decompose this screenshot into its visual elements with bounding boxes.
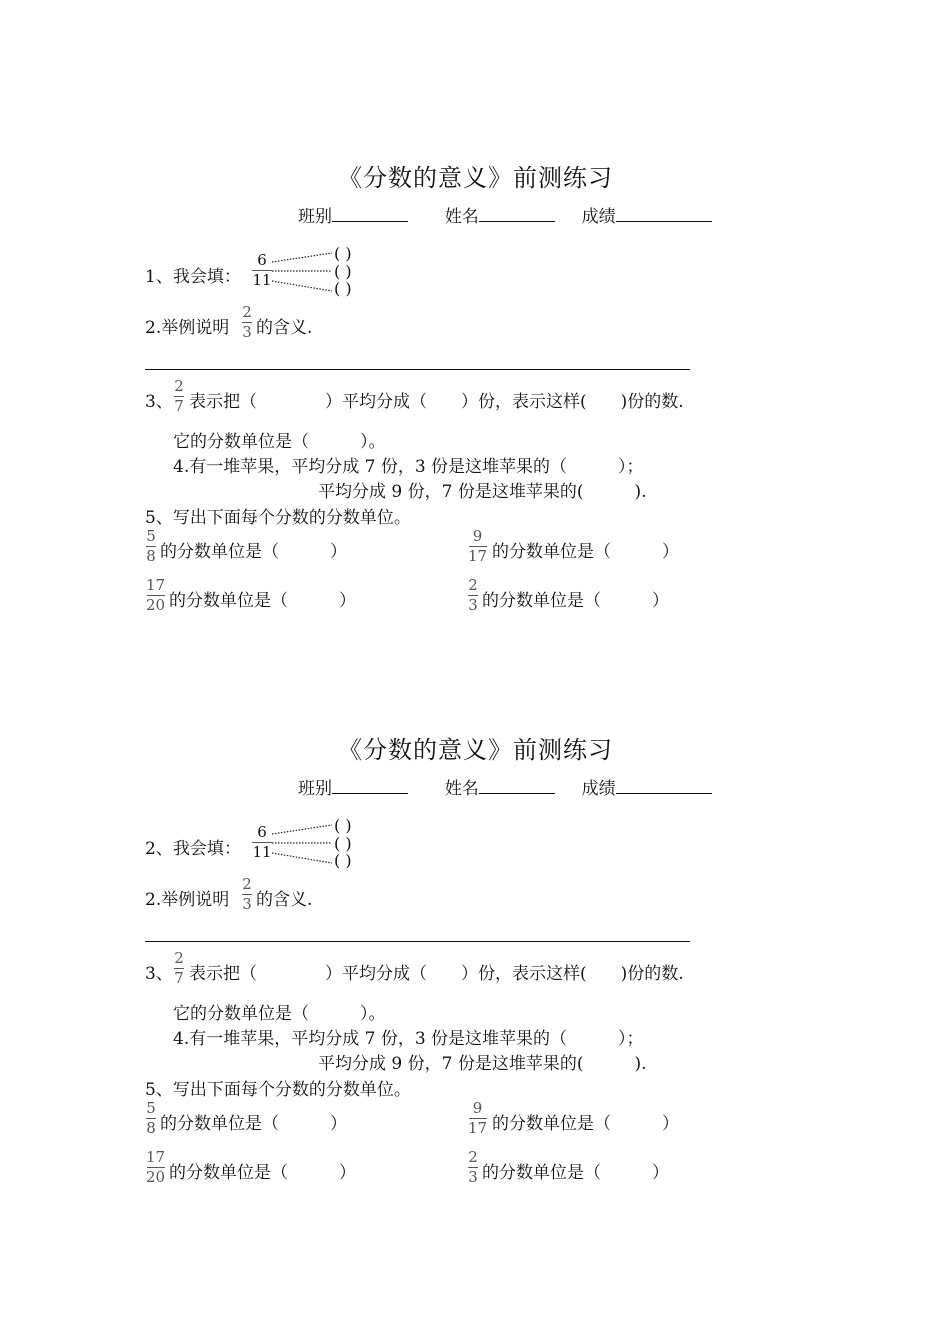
fraction-numerator: 9 [472, 1099, 483, 1117]
score-blank[interactable] [616, 777, 712, 794]
q4-line1: 4.有一堆苹果，平均分成 7 份，3 份是这堆苹果的（ ）； [173, 1029, 644, 1049]
q3-fraction [174, 378, 184, 415]
q3-line2: 它的分数单位是（ ）。 [173, 432, 386, 452]
worksheet-title: 《分数的意义》前测练习 [338, 736, 613, 764]
q5-item-1-text: 的分数单位是（ ） [160, 1114, 347, 1134]
fraction-denominator: 7 [174, 969, 184, 987]
q4-line2: 平均分成 9 份，7 份是这堆苹果的( ). [318, 482, 647, 502]
q5-item-3-text: 的分数单位是（ ） [169, 591, 356, 611]
class-label: 班别 [298, 779, 332, 799]
q2-prefix: 2.举例说明 [145, 890, 230, 910]
q1-dotted-branches [272, 820, 342, 870]
q3-text: 表示把（ ）平均分成（ ）份，表示这样( )份的数. [189, 964, 684, 984]
worksheet-title: 《分数的意义》前测练习 [338, 164, 613, 192]
q1-branch-answer-1[interactable]: ( ) [334, 244, 352, 263]
fraction-numerator: 5 [146, 1099, 156, 1117]
fraction-denominator: 3 [468, 1168, 478, 1186]
q3-label: 3、 [145, 964, 173, 984]
fraction-denominator: 20 [146, 596, 166, 614]
q1-branch-answer-2[interactable]: ( ) [334, 262, 352, 281]
fraction-denominator: 3 [242, 323, 252, 341]
fraction-numerator: 2 [468, 576, 478, 594]
fraction-numerator: 6 [257, 251, 267, 269]
q2-fraction [242, 304, 252, 341]
q2-suffix: 的含义. [256, 318, 313, 338]
class-blank[interactable] [332, 777, 408, 794]
q1-branch-answer-3[interactable]: ( ) [334, 851, 352, 870]
worksheet-1 [0, 0, 950, 614]
score-blank[interactable] [616, 205, 712, 222]
name-label: 姓名 [444, 779, 479, 799]
q5-item-1-fraction [146, 528, 156, 565]
q5-item-1-text: 的分数单位是（ ） [160, 542, 347, 562]
fraction-numerator: 17 [146, 576, 166, 594]
fraction-denominator: 8 [146, 547, 156, 565]
fraction-denominator: 3 [242, 895, 252, 913]
fraction-denominator: 7 [174, 397, 184, 415]
q3-fraction [174, 950, 184, 987]
fraction-numerator: 2 [242, 303, 252, 321]
q1-dotted-branches [272, 248, 342, 298]
q1-label: 2、我会填： [145, 839, 241, 859]
q1-branch-answer-3[interactable]: ( ) [334, 279, 352, 298]
fraction-numerator: 2 [174, 949, 184, 967]
q5-item-2-fraction [468, 528, 487, 565]
score-label: 成绩 [581, 207, 616, 227]
q3-line2: 它的分数单位是（ ）。 [173, 1004, 386, 1024]
q5-item-4-text: 的分数单位是（ ） [482, 1163, 669, 1183]
class-label: 班别 [298, 207, 332, 227]
q5-title: 5、写出下面每个分数的分数单位。 [145, 508, 411, 528]
q4-line1: 4.有一堆苹果，平均分成 7 份，3 份是这堆苹果的（ ）； [173, 457, 644, 477]
fraction-denominator: 20 [146, 1168, 166, 1186]
fraction-denominator: 11 [252, 271, 272, 289]
q5-item-2-text: 的分数单位是（ ） [492, 542, 679, 562]
fraction-numerator: 17 [146, 1148, 166, 1166]
fraction-denominator: 17 [468, 1119, 488, 1137]
q5-item-1-fraction [146, 1100, 156, 1137]
q5-item-4-text: 的分数单位是（ ） [482, 591, 669, 611]
q5-item-3-fraction [146, 1149, 165, 1186]
score-label: 成绩 [581, 779, 616, 799]
q1-fraction [252, 824, 272, 861]
q5-title: 5、写出下面每个分数的分数单位。 [145, 1080, 411, 1100]
q1-branch-answer-2[interactable]: ( ) [334, 834, 352, 853]
q2-prefix: 2.举例说明 [145, 318, 230, 338]
q5-item-2-fraction [468, 1100, 487, 1137]
q3-text: 表示把（ ）平均分成（ ）份，表示这样( )份的数. [189, 392, 684, 412]
q1-branch-answer-1[interactable]: ( ) [334, 816, 352, 835]
fraction-numerator: 6 [257, 823, 267, 841]
q5-item-2-text: 的分数单位是（ ） [492, 1114, 679, 1134]
fraction-numerator: 2 [242, 875, 252, 893]
header-row [298, 202, 712, 227]
q2-answer-line[interactable] [145, 941, 690, 942]
fraction-numerator: 5 [146, 527, 156, 545]
q5-item-3-text: 的分数单位是（ ） [169, 1163, 356, 1183]
fraction-numerator: 2 [174, 377, 184, 395]
q2-answer-line[interactable] [145, 369, 690, 370]
class-blank[interactable] [332, 205, 408, 222]
q3-label: 3、 [145, 392, 173, 412]
q1-label: 1、我会填： [145, 267, 241, 287]
header-row [298, 774, 712, 799]
fraction-denominator: 8 [146, 1119, 156, 1137]
fraction-denominator: 3 [468, 596, 478, 614]
q2-fraction [242, 876, 252, 913]
name-blank[interactable] [479, 777, 555, 794]
name-blank[interactable] [479, 205, 555, 222]
name-label: 姓名 [444, 207, 479, 227]
q1-fraction [252, 252, 272, 289]
fraction-numerator: 2 [468, 1148, 478, 1166]
worksheet-2 [0, 572, 950, 1186]
q4-line2: 平均分成 9 份，7 份是这堆苹果的( ). [318, 1054, 647, 1074]
fraction-denominator: 11 [252, 843, 272, 861]
fraction-denominator: 17 [468, 547, 488, 565]
fraction-numerator: 9 [472, 527, 483, 545]
q2-suffix: 的含义. [256, 890, 313, 910]
q5-item-4-fraction [468, 1149, 478, 1186]
